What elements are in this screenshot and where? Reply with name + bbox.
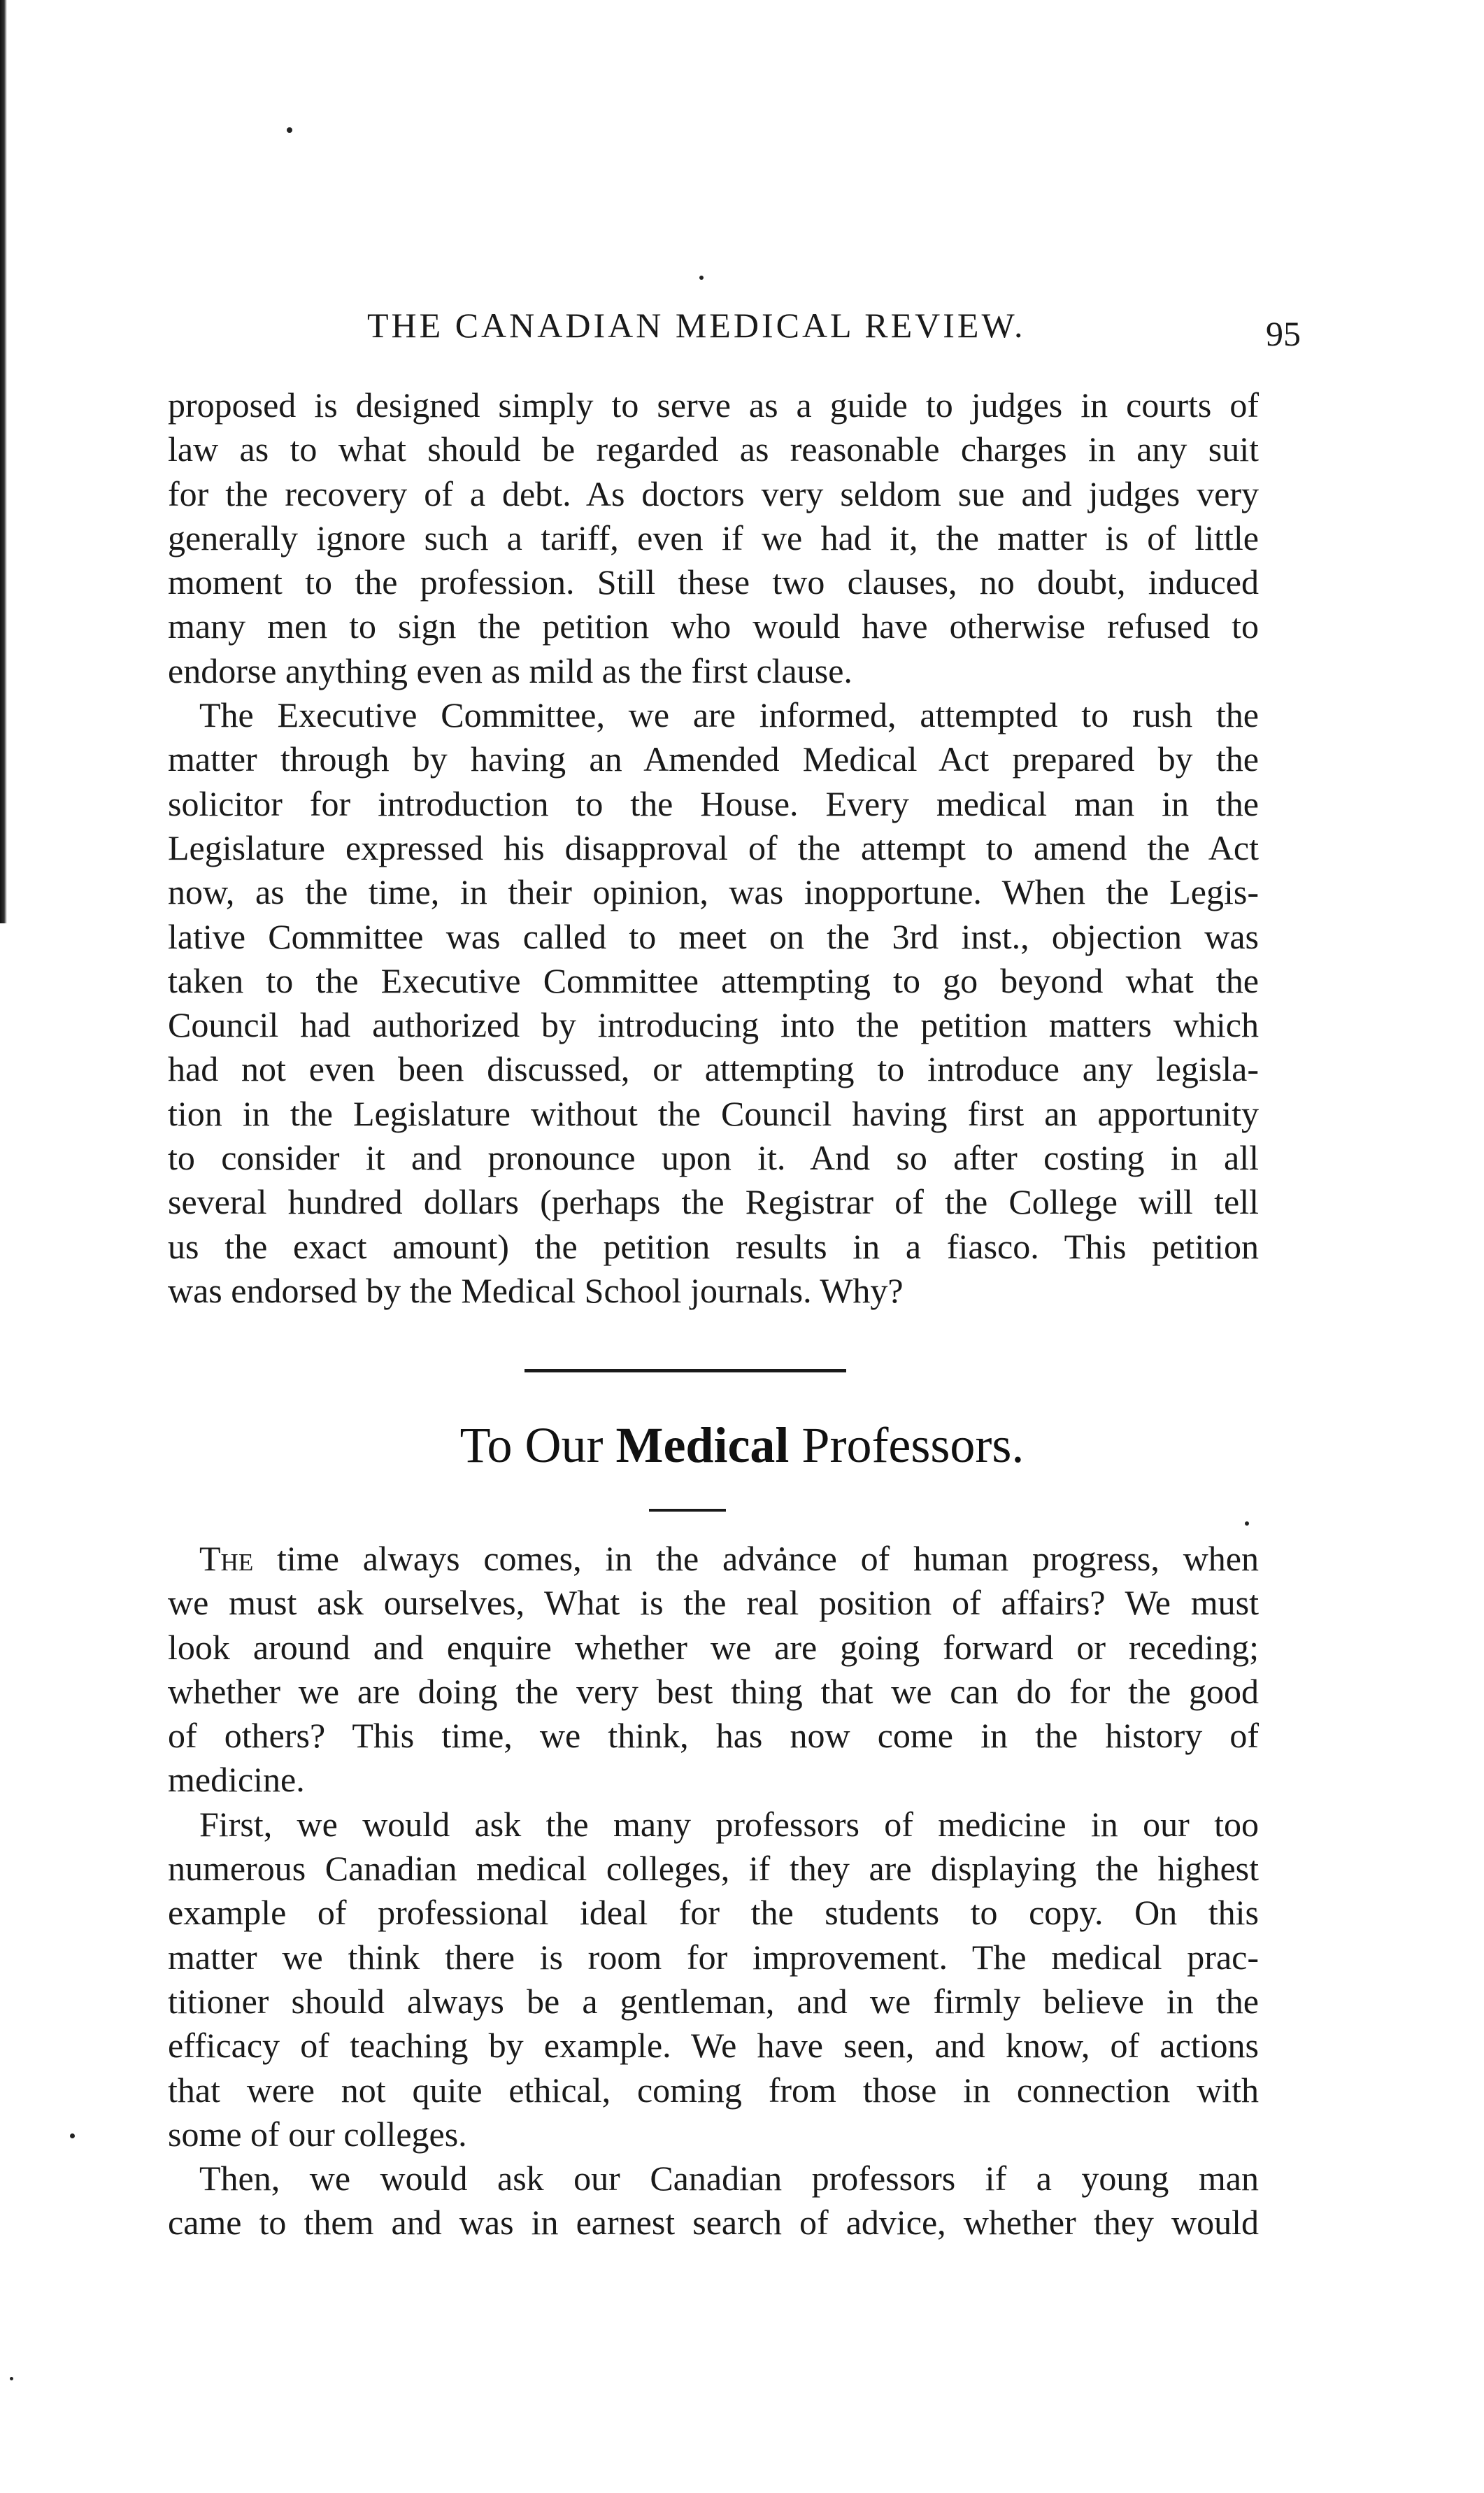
text-line: was endorsed by the Medical School journals. Why? [168, 1270, 904, 1310]
print-speck [10, 2377, 13, 2380]
text-line: generally ignore such a tariff, even if we had it, the matter is of little [168, 518, 1259, 557]
text-line: Council had authorized by introducing into the petition matters which [168, 1005, 1259, 1045]
text-line: for the recovery of a debt. As doctors very seldom sue and judges very [168, 474, 1259, 513]
text-line: medicine. [168, 1760, 305, 1800]
text-line: taken to the Executive Committee attempting to go beyond what the [168, 960, 1259, 1000]
text-line: some of our colleges. [168, 2114, 467, 2154]
text-line: example of professional ideal for the students to copy. On this [168, 1893, 1259, 1933]
heading-underline-rule [649, 1509, 726, 1512]
text-line: solicitor for introduction to the House. Every medical man in the [168, 783, 1259, 823]
text-line: Then, we would ask our Canadian professors if a young man [199, 2159, 1259, 2199]
text-line: several hundred dollars (perhaps the Registrar of the College will tell [168, 1182, 1259, 1222]
lead-word: The [199, 1539, 254, 1578]
heading-part: Medical [615, 1417, 790, 1473]
print-speck [70, 2133, 75, 2138]
text-line: tion in the Legislature without the Council having first an apportunity [168, 1093, 1259, 1133]
text-line [168, 1537, 1259, 1581]
text-line: we must ask ourselves, What is the real position of affairs? We must [168, 1583, 1259, 1623]
page-number: 95 [1266, 314, 1301, 353]
text-line: Legislature expressed his disapproval of the attempt to amend the Act [168, 828, 1259, 867]
heading-part: Professors. [801, 1417, 1025, 1473]
text-line: many men to sign the petition who would have otherwise refused to [168, 606, 1259, 646]
print-speck [699, 276, 704, 280]
text-line: whether we are doing the very best thing that we can do for the good [168, 1671, 1259, 1711]
heading-part: To Our [459, 1417, 604, 1473]
print-speck [1245, 1521, 1249, 1526]
text-line: of others? This time, we think, has now come in the history of [168, 1716, 1259, 1756]
text-line: now, as the time, in their opinion, was inopportune. When the Legis- [168, 872, 1259, 912]
binding-shadow [0, 0, 7, 923]
running-title: THE CANADIAN MEDICAL REVIEW. [367, 306, 1026, 345]
text-line: endorse anything even as mild as the first clause. [168, 651, 852, 690]
text-line: First, we would ask the many professors of medicine in our too [199, 1804, 1259, 1844]
section-heading [0, 1416, 1484, 1475]
text-line: came to them and was in earnest search of advice, whether they would [168, 2203, 1259, 2243]
text-line: law as to what should be regarded as reasonable charges in any suit [168, 429, 1259, 469]
continued-article-text [168, 383, 1259, 1313]
print-speck [287, 127, 292, 133]
text-line: numerous Canadian medical colleges, if they are displaying the highest [168, 1849, 1259, 1889]
running-header [168, 305, 1301, 361]
text-line: look around and enquire whether we are going forward or receding; [168, 1627, 1259, 1667]
lead-line-rest: time always comes, in the advance of human progress, when [253, 1539, 1259, 1578]
text-line: moment to the profession. Still these two clauses, no doubt, induced [168, 562, 1259, 602]
text-line: had not even been discussed, or attempting to introduce any legisla- [168, 1049, 1259, 1089]
text-line: matter we think there is room for improvement. The medical prac- [168, 1937, 1259, 1977]
text-line: proposed is designed simply to serve as a guide to judges in courts of [168, 385, 1259, 425]
text-line: efficacy of teaching by example. We have seen, and know, of actions [168, 2026, 1259, 2066]
text-line: that were not quite ethical, coming from those in connection with [168, 2070, 1259, 2110]
text-line: to consider it and pronounce upon it. And so after costing in all [168, 1138, 1259, 1178]
text-line: titioner should always be a gentleman, and we firmly believe in the [168, 1981, 1259, 2021]
text-line: lative Committee was called to meet on the 3rd inst., objection was [168, 916, 1259, 956]
text-line: matter through by having an Amended Medical Act prepared by the [168, 739, 1259, 779]
text-line: The Executive Committee, we are informed, attempted to rush the [199, 695, 1259, 735]
section-divider-rule [525, 1369, 846, 1372]
section-article-text [168, 1537, 1259, 2245]
text-line: us the exact amount) the petition results in a fiasco. This petition [168, 1226, 1259, 1266]
